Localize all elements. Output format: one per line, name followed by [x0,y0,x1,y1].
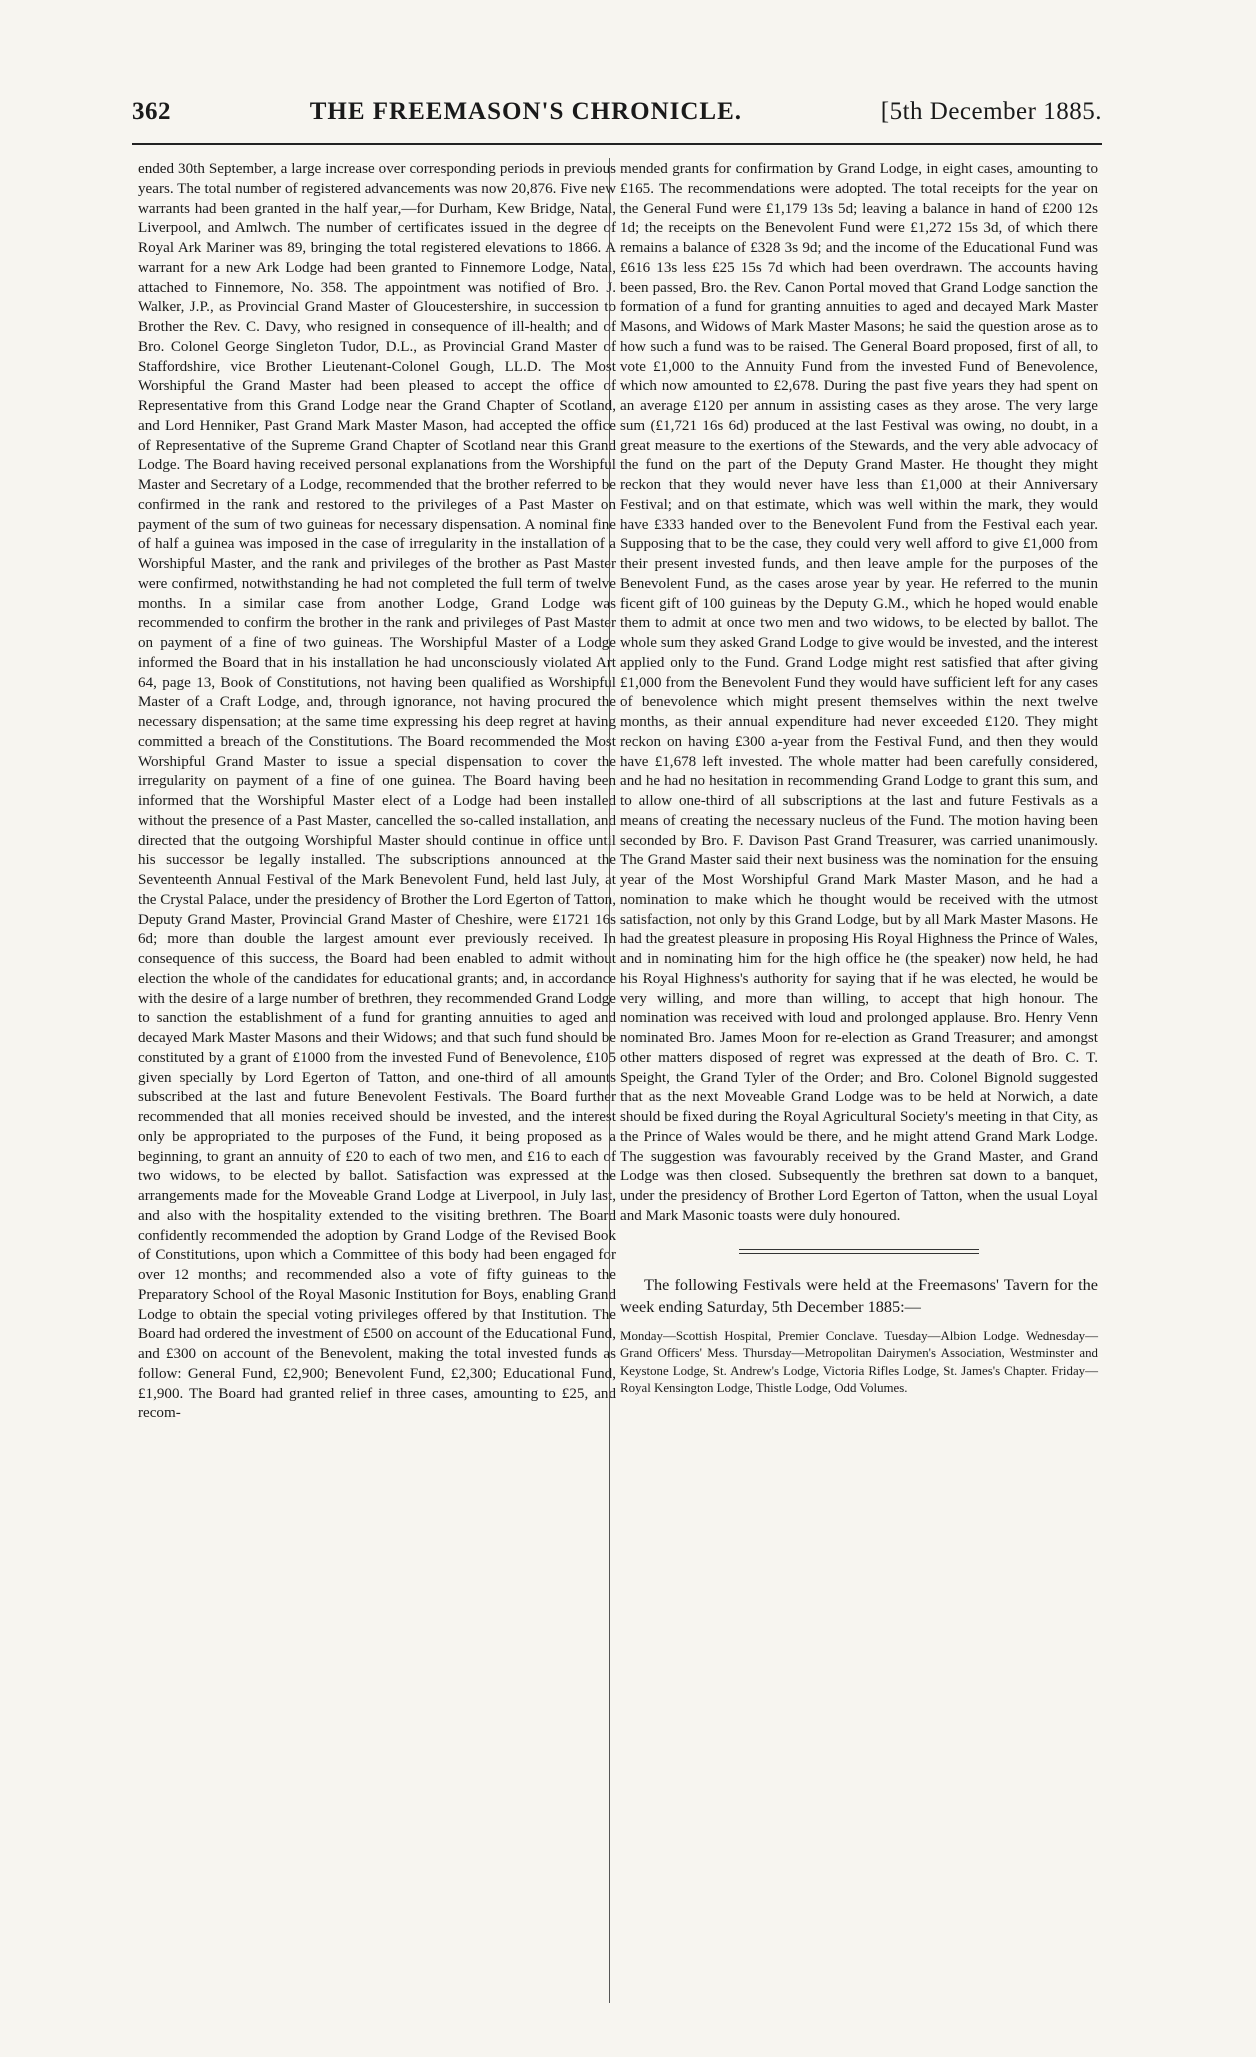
festivals-intro: The following Festivals were held at the Freemasons' Tavern for the week ending Saturday, 5th December 1885:— [620,1274,1098,1316]
publication-title: THE FREEMASON'S CHRONICLE. [309,98,743,125]
festivals-list: Monday—Scottish Hospital, Premier Conclave. Tuesday—Albion Lodge. Wednesday—Grand Officers' Mess. Thursday—Metropolitan Dairymen's Association, Westminster and Keystone Lodge, St. Andrew's Lodge, Victoria Rifles Lodge, St. James's Chapter. Friday—Royal Kensington Lodge, Thistle Lodge, Odd Volumes. [620,1328,1098,1395]
left-column [138,160,616,1424]
issue-date: [5th December 1885. [880,98,1102,125]
right-column [620,160,1098,1398]
page-number: 362 [132,98,171,125]
column-divider [609,158,610,2003]
section-separator [739,1249,979,1254]
page-header [132,98,1102,138]
right-column-text: mended grants for confirmation by Grand Lodge, in eight cases, amounting to £165. The recommendations were adopted. The total receipts for the year on the General Fund were £1,179 13s 5d; leaving a balance in hand of £200 12s 1d; the receipts on the Benevolent Fund were £1,272 15s 3d, of which there remains a balance of £328 3s 9d; and the income of the Educational Fund was £616 13s less £25 15s 7d which had been overdrawn. The accounts having been passed, Bro. the Rev. Canon Portal moved that Grand Lodge sanction the formation of a fund for granting annuities to aged and decayed Mark Master Masons, and Widows of Mark Master Masons; he said the question arose as to how such a fund was to be raised. The General Board proposed, first of all, to vote £1,000 to the Annuity Fund from the invested Fund of Benevolence, which now amounted to £2,678. During the past five years they had spent on an average £120 per annum in assisting cases as they arose. The very large sum (£1,721 16s 6d) produced at the last Festival was owing, no doubt, in a great measure to the exertions of the Stewards, and the very able advocacy of the fund on the part of the Deputy Grand Master. He thought they might reckon that they would never have less than £1,000 at their Anniversary Festival; and on that estimate, which was well within the mark, they would have £333 handed over to the Benevolent Fund from the Festival each year. Supposing that to be the case, they could very well afford to give £1,000 from their present invested funds, and then leave ample for the purposes of the Benevolent Fund, as the cases arose year by year. He referred to the munin ficent gift of 100 guineas by the Deputy G.M., which he hoped would enable them to admit at once two men and two widows, to be elected by ballot. The whole sum they asked Grand Lodge to give would be invested, and the interest applied only to the Fund. Grand Lodge might rest satisfied that after giving £1,000 from the Benevolent Fund they would have sufficient left for any cases of benevolence which might present themselves within the next twelve months, as their annual expenditure had never exceeded £120. They might reckon on having £300 a-year from the Festival Fund, and then they would have £1,678 left invested. The whole matter had been carefully considered, and he had no hesitation in recommending Grand Lodge to grant this sum, and to allow one-third of all subscriptions at the last and future Festivals as a means of creating the necessary nucleus of the Fund. The motion having been seconded by Bro. F. Davison Past Grand Treasurer, was carried unanimously. The Grand Master said their next business was the nomination for the ensuing year of the Most Worshipful Grand Mark Master Mason, and he had a nomination to make which he thought would be received with the utmost satisfaction, not only by this Grand Lodge, but by all Mark Master Masons. He had the greatest pleasure in proposing His Royal Highness the Prince of Wales, and in nominating him for the high office he (the speaker) now held, he had his Royal Highness's authority for saying that if he was elected, he would be very willing, and more than willing, to accept that high honour. The nomination was received with loud and prolonged applause. Bro. Henry Venn nominated Bro. James Moon for re-election as Grand Treasurer; and amongst other matters disposed of regret was expressed at the death of Bro. C. T. Speight, the Grand Tyler of the Order; and Bro. Colonel Bignold suggested that as the next Moveable Grand Lodge was to be held at Norwich, a date should be fixed during the Royal Agricultural Society's meeting in that City, as the Prince of Wales would be there, and he might attend Grand Mark Lodge. The suggestion was favourably received by the Grand Master, and Grand Lodge was then closed. Subsequently the brethren sat down to a banquet, under the presidency of Brother Lord Egerton of Tatton, when the usual Loyal and Mark Masonic toasts were duly honoured. [620,161,1098,1224]
header-rule [132,143,1102,145]
left-column-text: ended 30th September, a large increase over corresponding periods in previous years. The total number of registered advancements was now 20,876. Five new warrants had been granted in the half year,—for Durham, Kew Bridge, Natal, Liverpool, and Amlwch. The number of certificates issued in the degree of Royal Ark Mariner was 89, bringing the total registered elevations to 1866. A warrant for a new Ark Lodge had been granted to Finnemore Lodge, Natal, attached to Finnemore, No. 358. The appointment was notified of Bro. J. Walker, J.P., as Provincial Grand Master of Gloucestershire, in succession to Brother the Rev. C. Davy, who resigned in consequence of ill-health; and of Bro. Colonel George Singleton Tudor, D.L., as Provincial Grand Master of Staffordshire, vice Brother Lieutenant-Colonel Gough, LL.D. The Most Worshipful the Grand Master had been pleased to accept the office of Representative from this Grand Lodge near the Grand Chapter of Scotland, and Lord Henniker, Past Grand Mark Master Mason, had accepted the office of Representative of the Supreme Grand Chapter of Scotland near this Grand Lodge. The Board having received personal explanations from the Worshipful Master and Secretary of a Lodge, recommended that the brother referred to be confirmed in the rank and restored to the privileges of a Past Master on payment of the sum of two guineas for necessary dispensation. A nominal fine of half a guinea was imposed in the case of irregularity in the installation of a Worshipful Master, and the rank and privileges of the brother as Past Master were confirmed, notwithstanding he had not completed the full term of twelve months. In a similar case from another Lodge, Grand Lodge was recommended to confirm the brother in the rank and privileges of Past Master on payment of a fine of two guineas. The Worshipful Master of a Lodge informed the Board that in his installation he had unconsciously violated Art 64, page 13, Book of Constitutions, not having been qualified as Worshipful Master of a Craft Lodge, and, through ignorance, not having procured the necessary dispensation; at the same time expressing his deep regret at having committed a breach of the Constitutions. The Board recommended the Most Worshipful Grand Master to issue a special dispensation to cover the irregularity on payment of a fine of one guinea. The Board having been informed that the Worshipful Master elect of a Lodge had been installed without the presence of a Past Master, cancelled the so-called installation, and directed that the outgoing Worshipful Master should continue in office until his successor be legally installed. The subscriptions announced at the Seventeenth Annual Festival of the Mark Benevolent Fund, held last July, at the Crystal Palace, under the presidency of Brother the Lord Egerton of Tatton, Deputy Grand Master, Provincial Grand Master of Cheshire, were £1721 16s 6d; more than double the largest amount ever previously received. In consequence of this success, the Board had been enabled to admit without election the whole of the candidates for educational grants; and, in accordance with the desire of a large number of brethren, they recommended Grand Lodge to sanction the establishment of a fund for granting annuities to aged and decayed Mark Master Masons and their Widows; and that such fund should be constituted by a grant of £1000 from the invested Fund of Benevolence, £105 given specially by Lord Egerton of Tatton, and one-third of all amounts subscribed at the last and future Benevolent Festivals. The Board further recommended that all monies received should be invested, and the interest only be appropriated to the purposes of the Fund, it being proposed as a beginning, to grant an annuity of £20 to each of two men, and £16 to each of two widows, to be elected by ballot. Satisfaction was expressed at the arrangements made for the Moveable Grand Lodge at Liverpool, in July last, and also with the hospitality extended to the visiting brethren. The Board confidently recommended the adoption by Grand Lodge of the Revised Book of Constitutions, upon which a Committee of this body had been engaged for over 12 months; and recommended also a vote of fifty guineas to the Preparatory School of the Royal Masonic Institution for Boys, enabling Grand Lodge to obtain the special voting privileges offered by that Institution. The Board had ordered the investment of £500 on account of the Educational Fund, and £300 on account of the Benevolent, making the total invested funds as follow: General Fund, £2,900; Benevolent Fund, £2,300; Educational Fund, £1,900. The Board had granted relief in three cases, amounting to £25, and recom- [138,161,616,1422]
